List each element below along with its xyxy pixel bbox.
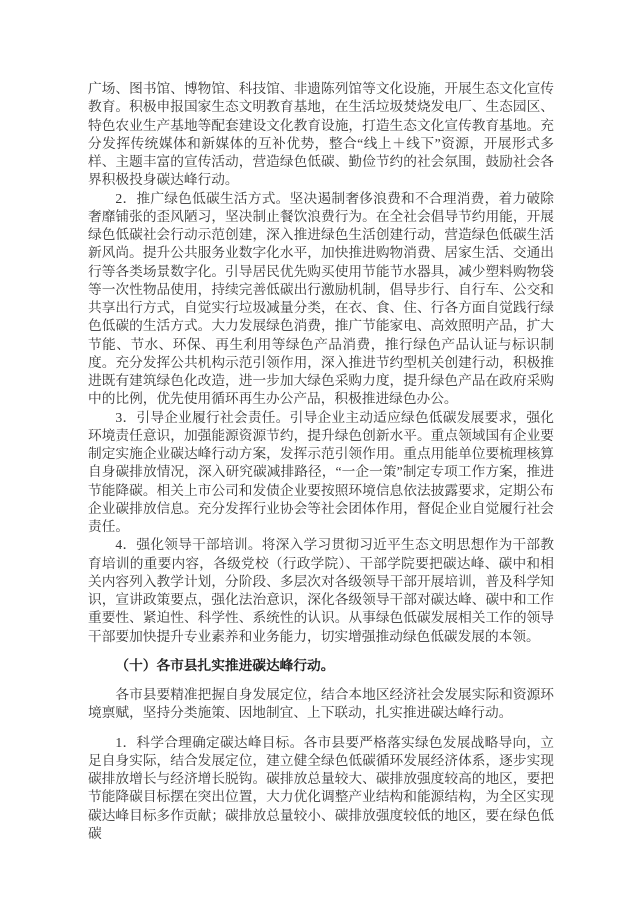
paragraph-item-4-cadre-training: 4．强化领导干部培训。将深入学习贯彻习近平生态文明思想作为干部教育培训的重要内容，各级党校（行政学院）、干部学院要把碳达峰、碳中和相关内容列入教学计划，分阶段、多层次对各级领导干部开展培训，普及科学知识，宣讲政策要点，强化法治意识，深化各级领导干部对碳达峰、碳中和工作重要性、紧迫性、科学性、系统性的认识。从事绿色低碳发展相关工作的领导干部要加快提升专业素养和业务能力，切实增强推动绿色低碳发展的本领。	[88, 537, 554, 644]
paragraph-continuation: 广场、图书馆、博物馆、科技馆、非遗陈列馆等文化设施，开展生态文化宣传教育。积极申报国家生态文明教育基地，在生活垃圾焚烧发电厂、生态园区、特色农业生产基地等配套建设文化教育设施，打造生态文化宣传教育基地。充分发挥传统媒体和新媒体的互补优势，整合“线上＋线下”资源，开展形式多样、主题丰富的宣传活动，营造绿色低碳、勤俭节约的社会氛围，鼓励社会各界积极投身碳达峰行动。	[88, 81, 554, 188]
paragraph-cities-counties-intro: 各市县要精准把握自身发展定位，结合本地区经济社会发展实际和资源环境禀赋，坚持分类施策、因地制宜、上下联动，扎实推进碳达峰行动。	[88, 687, 554, 721]
section-heading-ten: （十）各市县扎实推进碳达峰行动。	[115, 657, 335, 673]
paragraph-item-2-green-lifestyle: 2．推广绿色低碳生活方式。坚决遏制奢侈浪费和不合理消费，着力破除奢靡铺张的歪风陋习，坚决制止餐饮浪费行为。在全社会倡导节约用能，开展绿色低碳社会行动示范创建，深入推进绿色生活创建行动，营造绿色低碳生活新风尚。提升公共服务业数字化水平，加快推进购物消费、居家生活、交通出行等各类场景数字化。引导居民优先购买使用节能节水器具，减少塑料购物袋等一次性物品使用，持续完善低碳出行激励机制，倡导步行、自行车、公交和共享出行方式，自觉实行垃圾减量分类，在衣、食、住、行各方面自觉践行绿色低碳的生活方式。大力发展绿色消费，推广节能家电、高效照明产品，扩大节能、节水、环保、再生利用等绿色产品消费，推行绿色产品认证与标识制度。充分发挥公共机构示范引领作用，深入推进节约型机关创建行动，积极推进既有建筑绿色化改造，进一步加大绿色采购力度，提升绿色产品在政府采购中的比例，优先使用循环再生办公产品，积极推进绿色办公。	[88, 190, 554, 407]
document-page	[88, 80, 554, 843]
paragraph-item-3-enterprise-responsibility: 3．引导企业履行社会责任。引导企业主动适应绿色低碳发展要求，强化环境责任意识，加强能源资源节约，提升绿色创新水平。重点领域国有企业要制定实施企业碳达峰行动方案，发挥示范引领作用。重点用能单位要梳理核算自身碳排放情况，深入研究碳减排路径，“一企一策”制定专项工作方案，推进节能降碳。相关上市公司和发债企业要按照环境信息依法披露要求，定期公布企业碳排放信息。充分发挥行业协会等社会团体作用，督促企业自觉履行社会责任。	[88, 409, 554, 534]
paragraph-item-1-carbon-peak-targets: 1．科学合理确定碳达峰目标。各市县要严格落实绿色发展战略导向，立足自身实际，结合发展定位，建立健全绿色低碳循环发展经济体系，逐步实现碳排放增长与经济增长脱钩。碳排放总量较大、碳排放强度较高的地区，要把节能降碳目标摆在突出位置，大力优化调整产业结构和能源结构，为全区实现碳达峰目标多作贡献；碳排放总量较小、碳排放强度较低的地区，要在绿色低碳	[88, 734, 554, 841]
